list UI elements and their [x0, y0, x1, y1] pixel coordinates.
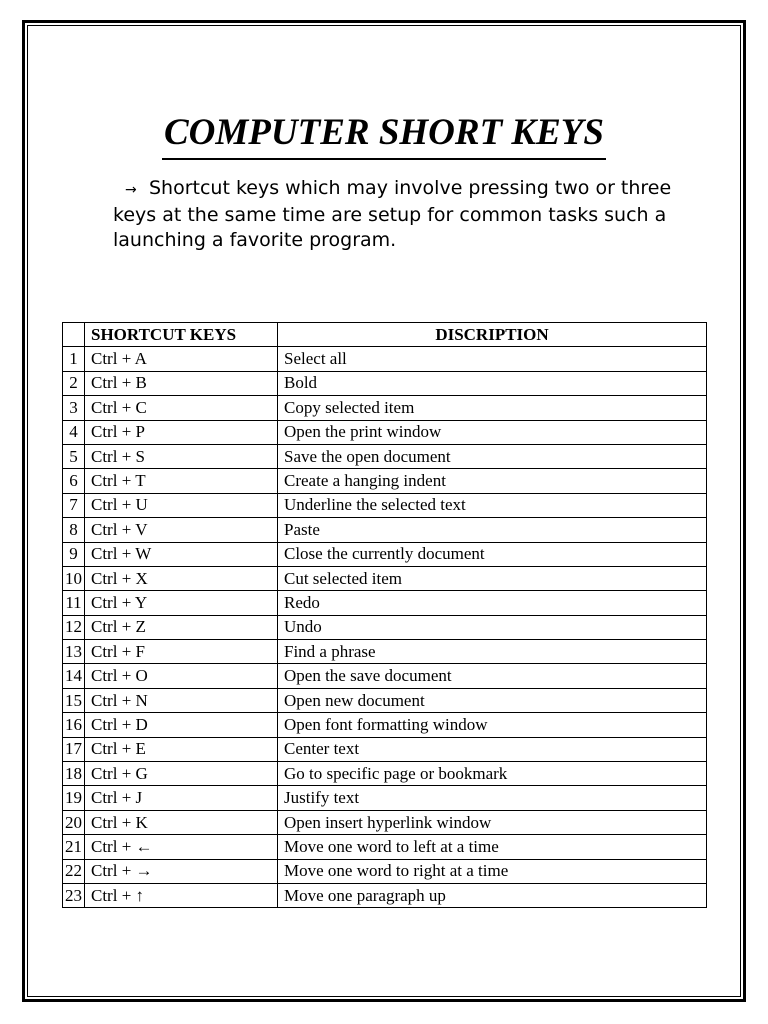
row-shortcut-key: Ctrl + A	[85, 347, 278, 371]
row-number: 10	[63, 566, 85, 590]
table-row	[63, 591, 707, 615]
row-description: Center text	[278, 737, 707, 761]
row-description: Find a phrase	[278, 640, 707, 664]
table-row	[63, 640, 707, 664]
row-shortcut-key: Ctrl + F	[85, 640, 278, 664]
table-row	[63, 859, 707, 883]
row-number: 11	[63, 591, 85, 615]
table-row	[63, 566, 707, 590]
row-description: Justify text	[278, 786, 707, 810]
row-shortcut-key: Ctrl + B	[85, 371, 278, 395]
row-description: Save the open document	[278, 444, 707, 468]
row-shortcut-key: Ctrl + →	[85, 859, 278, 883]
row-number: 15	[63, 688, 85, 712]
table-row	[63, 396, 707, 420]
row-description: Open new document	[278, 688, 707, 712]
arrow-right-icon: →	[125, 182, 137, 198]
row-number: 19	[63, 786, 85, 810]
row-description: Open the print window	[278, 420, 707, 444]
row-number: 3	[63, 396, 85, 420]
row-description: Underline the selected text	[278, 493, 707, 517]
row-description: Cut selected item	[278, 566, 707, 590]
row-number: 17	[63, 737, 85, 761]
table-row	[63, 737, 707, 761]
row-description: Move one word to left at a time	[278, 835, 707, 859]
table-header-row	[63, 323, 707, 347]
row-shortcut-key: Ctrl + G	[85, 762, 278, 786]
row-shortcut-key: Ctrl + S	[85, 444, 278, 468]
row-shortcut-key: Ctrl + P	[85, 420, 278, 444]
row-shortcut-key: Ctrl + Z	[85, 615, 278, 639]
header-shortcut-keys: SHORTCUT KEYS	[85, 323, 278, 347]
table-row	[63, 542, 707, 566]
row-description: Open insert hyperlink window	[278, 810, 707, 834]
row-description: Open font formatting window	[278, 713, 707, 737]
header-number	[63, 323, 85, 347]
row-shortcut-key: Ctrl + C	[85, 396, 278, 420]
shortcut-table	[62, 322, 707, 908]
table-body	[63, 347, 707, 908]
row-shortcut-key: Ctrl + V	[85, 518, 278, 542]
row-number: 6	[63, 469, 85, 493]
table-row	[63, 615, 707, 639]
row-description: Paste	[278, 518, 707, 542]
intro-text: Shortcut keys which may involve pressing two or three keys at the same time are setup for common tasks such a launching a favorite program.	[113, 177, 672, 251]
table-row	[63, 835, 707, 859]
row-description: Redo	[278, 591, 707, 615]
table-row	[63, 493, 707, 517]
row-description: Select all	[278, 347, 707, 371]
row-number: 18	[63, 762, 85, 786]
row-description: Open the save document	[278, 664, 707, 688]
row-shortcut-key: Ctrl + ←	[85, 835, 278, 859]
row-shortcut-key: Ctrl + T	[85, 469, 278, 493]
row-number: 7	[63, 493, 85, 517]
table-row	[63, 664, 707, 688]
page-title	[0, 110, 768, 160]
table-row	[63, 762, 707, 786]
row-description: Create a hanging indent	[278, 469, 707, 493]
row-description: Copy selected item	[278, 396, 707, 420]
row-shortcut-key: Ctrl + W	[85, 542, 278, 566]
table-row	[63, 347, 707, 371]
row-description: Go to specific page or bookmark	[278, 762, 707, 786]
row-description: Undo	[278, 615, 707, 639]
row-number: 16	[63, 713, 85, 737]
row-number: 23	[63, 883, 85, 907]
row-number: 8	[63, 518, 85, 542]
row-number: 1	[63, 347, 85, 371]
row-shortcut-key: Ctrl + O	[85, 664, 278, 688]
row-description: Move one word to right at a time	[278, 859, 707, 883]
intro-paragraph	[113, 176, 673, 253]
row-number: 21	[63, 835, 85, 859]
row-shortcut-key: Ctrl + Y	[85, 591, 278, 615]
table-row	[63, 444, 707, 468]
row-number: 2	[63, 371, 85, 395]
row-number: 20	[63, 810, 85, 834]
row-shortcut-key: Ctrl + N	[85, 688, 278, 712]
row-number: 22	[63, 859, 85, 883]
table-row	[63, 713, 707, 737]
table-row	[63, 518, 707, 542]
row-number: 12	[63, 615, 85, 639]
table-row	[63, 810, 707, 834]
table-row	[63, 469, 707, 493]
row-number: 9	[63, 542, 85, 566]
row-shortcut-key: Ctrl + E	[85, 737, 278, 761]
table-row	[63, 883, 707, 907]
header-description: DISCRIPTION	[278, 323, 707, 347]
row-number: 14	[63, 664, 85, 688]
table-row	[63, 786, 707, 810]
table-row	[63, 371, 707, 395]
row-number: 4	[63, 420, 85, 444]
row-shortcut-key: Ctrl + J	[85, 786, 278, 810]
row-description: Close the currently document	[278, 542, 707, 566]
row-number: 13	[63, 640, 85, 664]
row-shortcut-key: Ctrl + K	[85, 810, 278, 834]
row-number: 5	[63, 444, 85, 468]
page-title-text: COMPUTER SHORT KEYS	[162, 110, 606, 160]
row-shortcut-key: Ctrl + X	[85, 566, 278, 590]
row-description: Move one paragraph up	[278, 883, 707, 907]
row-shortcut-key: Ctrl + U	[85, 493, 278, 517]
row-description: Bold	[278, 371, 707, 395]
table-row	[63, 688, 707, 712]
table-row	[63, 420, 707, 444]
row-shortcut-key: Ctrl + D	[85, 713, 278, 737]
row-shortcut-key: Ctrl + ↑	[85, 883, 278, 907]
